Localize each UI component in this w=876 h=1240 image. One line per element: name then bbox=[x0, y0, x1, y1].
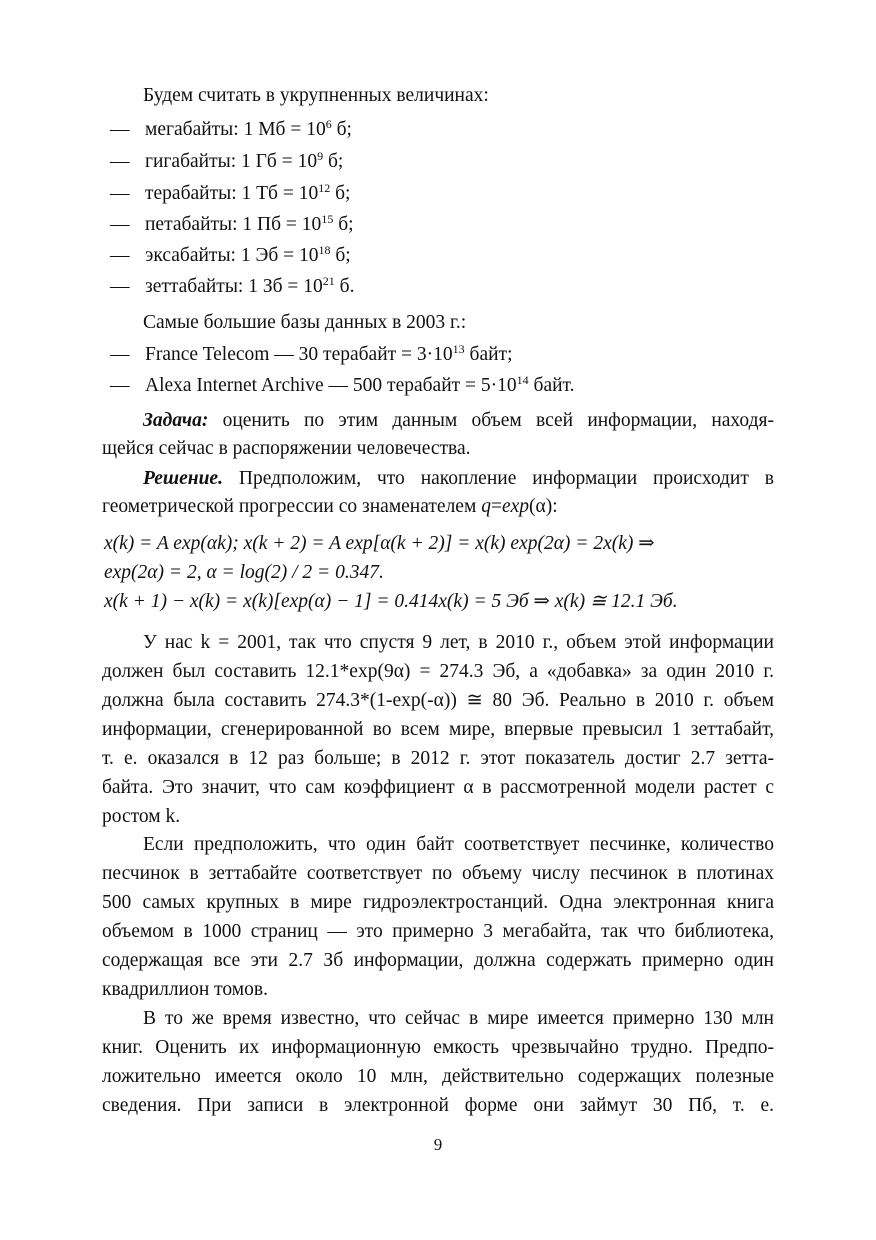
formula: exp(2α) = 2, α = log(2) / 2 = 0.347. bbox=[104, 562, 384, 583]
paragraph-line: песчинок в зеттабайте соответствует по объему числу песчинок в плотинах bbox=[102, 863, 774, 884]
db-intro-text: Самые большие базы данных в 2003 г.: bbox=[143, 312, 467, 333]
paragraph-line: Если предположить, что один байт соответствует песчинке, количество bbox=[143, 834, 774, 855]
solution-line: Решение. Предположим, что накопление информации происходит в bbox=[143, 468, 774, 489]
paragraph-line: должна была составить 274.3*(1-exp(-α)) ≅ 80 Эб. Реально в 2010 г. объем bbox=[102, 690, 774, 711]
paragraph-line: У нас k = 2001, так что спустя 9 лет, в 2010 г., объем этой информации bbox=[143, 632, 774, 653]
list-item: — мегабайты: 1 Мб = $10^6$ б; bbox=[110, 117, 352, 140]
paragraph-line: байта. Это значит, что сам коэффициент α в рассмотренной модели растет с bbox=[102, 777, 774, 798]
paragraph-line: объемом в 1000 страниц — это примерно 3 мегабайта, так что библиотека, bbox=[102, 921, 774, 942]
list-item: — зеттабайты: 1 Зб = $10^{21}$ б. bbox=[110, 274, 355, 297]
list-item: — гигабайты: 1 Гб = $10^9$ б; bbox=[110, 149, 344, 172]
paragraph-line: сведения. При записи в электронной форме они займут 30 Пб, т. е. bbox=[102, 1095, 774, 1116]
paragraph-line: 500 самых крупных в мире гидроэлектростанций. Одна электронная книга bbox=[102, 892, 774, 913]
paragraph-line: содержащая все эти 2.7 Зб информации, должна содержать примерно один bbox=[102, 950, 774, 971]
paragraph-line: В то же время известно, что сейчас в мире имеется примерно 130 млн bbox=[143, 1008, 774, 1029]
paragraph-line: информации, сгенерированной во всем мире, впервые превысил 1 зеттабайт, bbox=[102, 719, 774, 740]
task-line: Задача: оценить по этим данным объем всей информации, находя- bbox=[143, 410, 774, 431]
paragraph-line: ложительно имеется около 10 млн, действительно содержащих полезные bbox=[102, 1066, 774, 1087]
list-item: — France Telecom — 30 терабайт = $3\cdot 10^{13}$ байт; bbox=[110, 342, 513, 365]
formula: x(k) = A exp(αk); x(k + 2) = A exp[α(k + 2)] = x(k) exp(2α) = 2x(k) ⇒ bbox=[104, 533, 655, 554]
page-number: 9 bbox=[433, 1135, 443, 1154]
solution-line: геометрической прогрессии со знаменателем q=exp(α): bbox=[102, 496, 558, 517]
intro-text: Будем считать в укрупненных величинах: bbox=[143, 85, 489, 106]
list-item: — эксабайты: 1 Эб = $10^{18}$ б; bbox=[110, 243, 351, 266]
paragraph-line: квадриллион томов. bbox=[102, 979, 268, 1000]
list-item: — Alexa Internet Archive — 500 терабайт = $5\cdot 10^{14}$ байт. bbox=[110, 373, 575, 396]
list-item: — петабайты: 1 Пб = $10^{15}$ б; bbox=[110, 212, 354, 235]
list-item: — терабайты: 1 Тб = $10^{12}$ б; bbox=[110, 181, 351, 204]
formula: x(k + 1) − x(k) = x(k)[exp(α) − 1] = 0.414x(k) = 5 Эб ⇒ x(k) ≅ 12.1 Эб. bbox=[104, 591, 678, 612]
paragraph-line: т. е. оказался в 12 раз больше; в 2012 г. этот показатель достиг 2.7 зетта- bbox=[102, 748, 774, 769]
paragraph-line: ростом k. bbox=[102, 806, 181, 827]
task-line: щейся сейчас в распоряжении человечества. bbox=[102, 438, 471, 459]
paragraph-line: книг. Оценить их информационную емкость чрезвычайно трудно. Предпо- bbox=[102, 1037, 774, 1058]
paragraph-line: должен был составить 12.1*exp(9α) = 274.3 Эб, а «добавка» за один 2010 г. bbox=[102, 661, 774, 682]
